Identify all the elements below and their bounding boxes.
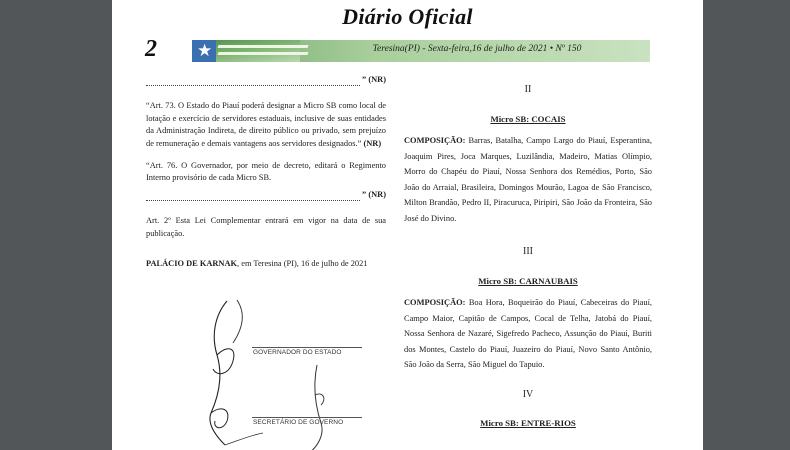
nr-line — [146, 74, 386, 86]
piaui-flag-icon: ★ — [192, 40, 300, 62]
composition-label: COMPOSIÇÃO: — [404, 298, 466, 307]
palacio-date: , em Teresina (PI), 16 de julho de 2021 — [237, 259, 368, 269]
section-carnaubais — [404, 244, 652, 373]
section-composition — [404, 133, 652, 226]
article-73 — [146, 100, 386, 150]
composition-text: Barras, Batalha, Campo Largo do Piauí, Esperantina, Joaquim Pires, Joca Marques, Luzilândia, Madeiro, Matias Olímpio, Morro do Chapéu do Piauí, Nossa Senhora dos Remédios, Porto, São João do Arraial, Brasileira, Domingos Mourão, Lagoa de São Francisco, Milton Brandão, Pedro II, Piracuruca, Piripiri, São João da Fronteira, São José do Divino. — [404, 136, 652, 223]
section-title: Micro SB: COCAIS — [490, 113, 566, 124]
document-page — [112, 0, 703, 450]
section-composition — [404, 295, 652, 373]
section-roman-numeral: II — [524, 84, 532, 95]
nr-marker: ” (NR) — [362, 75, 386, 84]
section-cocais — [404, 82, 652, 226]
nr-marker-2: ” (NR) — [362, 189, 386, 199]
signature-place-date — [146, 258, 386, 270]
article-73-nr: (NR) — [363, 138, 382, 148]
article-2: Art. 2º Esta Lei Complementar entrará em vigor na data de sua publicação. — [146, 216, 386, 238]
section-roman-numeral: IV — [522, 388, 534, 400]
palacio-name: PALÁCIO DE KARNAK — [146, 259, 238, 269]
issue-info: Teresina(PI) - Sexta-feira,16 de julho de 2021 • Nº 150 — [372, 44, 582, 54]
handwritten-signature — [197, 295, 367, 450]
governor-signature-label: GOVERNADOR DO ESTADO — [253, 349, 342, 356]
section-roman-numeral: III — [523, 246, 533, 257]
left-column — [146, 74, 386, 280]
page-number: 2 — [145, 36, 157, 62]
composition-text: Boa Hora, Boqueirão do Piauí, Cabeceiras do Piauí, Campo Maior, Capitão de Campos, Cocal de Telha, Jatobá do Piauí, Nossa Senhora de Nazaré, Sigefredo Pacheco, Assunção do Piauí, Buriti dos Montes, Castelo do Piauí, Juazeiro do Piauí, Novo Santo Antônio, São João da Serra, São Miguel do Tapuio. — [404, 298, 652, 369]
secretary-signature-label: SECRETÁRIO DE GOVERNO — [253, 419, 344, 426]
masthead-title: Diário Oficial — [342, 4, 473, 29]
nr-line-2 — [146, 189, 386, 201]
article-73-text: “Art. 73. O Estado do Piauí poderá designar a Micro SB como local de lotação e exercício de servidores estaduais, inclusive de suas entidades da Administração Indireta, de direito público ou privado, sem prejuízo de remuneração e demais vantagens aos servidores designados.” — [146, 101, 386, 148]
right-column — [404, 74, 652, 438]
section-entre-rios — [404, 387, 652, 432]
signature-area — [197, 295, 367, 450]
section-title: Micro SB: CARNAUBAIS — [478, 275, 578, 286]
section-title: Micro SB: ENTRE-RIOS — [480, 418, 576, 428]
article-76: “Art. 76. O Governador, por meio de decreto, editará o Regimento Interno provisório de cada Micro SB. — [146, 161, 386, 183]
header-band — [192, 40, 650, 62]
composition-label: COMPOSIÇÃO: — [404, 136, 466, 145]
